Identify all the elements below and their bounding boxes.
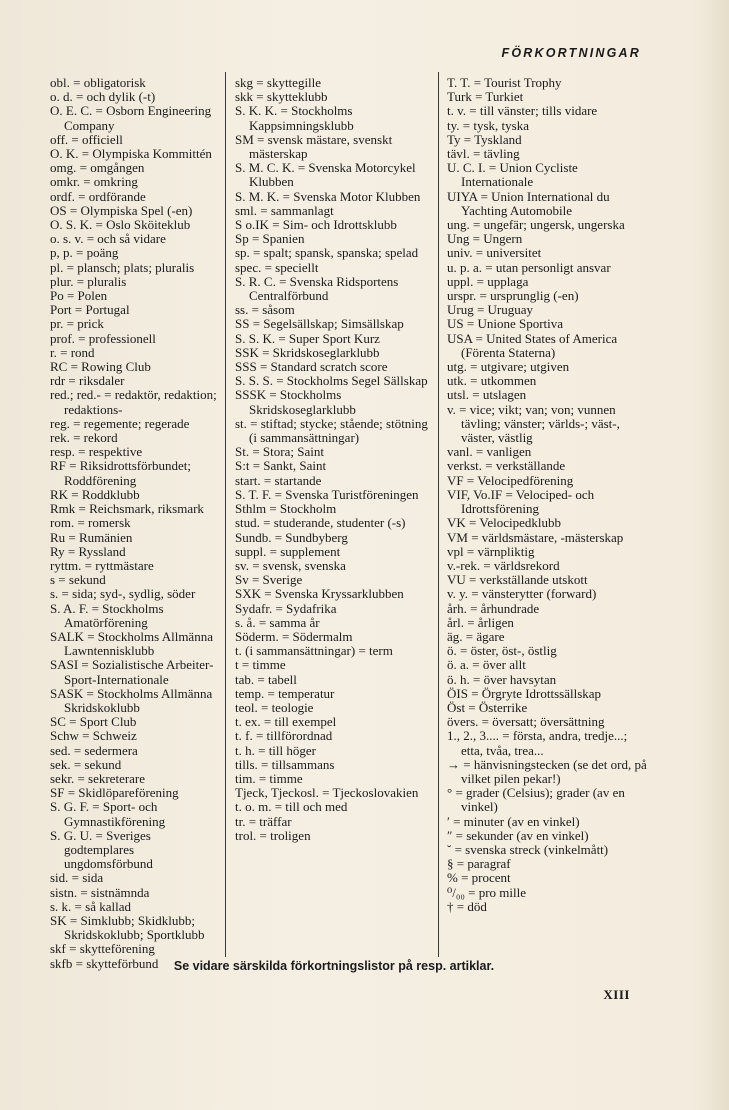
abbreviation-entry: S o.IK = Sim- och Idrottsklubb xyxy=(235,217,397,233)
abbreviation-entry: s. k. = så kallad xyxy=(50,898,131,914)
abbreviation-entry: stud. = studerande, studenter (-s) xyxy=(235,515,406,531)
abbreviation-entry: v. = vice; vikt; van; von; vunnen tävling; vänster; världs-; väst-, väster, västlig xyxy=(447,401,620,446)
abbreviation-entry: off. = officiell xyxy=(50,131,123,147)
page-header: FÖRKORTNINGAR xyxy=(501,46,641,60)
abbreviation-entry: Po = Polen xyxy=(50,288,108,304)
abbreviation-entry: tävl. = tävling xyxy=(447,146,520,162)
abbreviation-entry: S. A. F. = Stockholms Amatörförening xyxy=(50,600,164,630)
abbreviation-entry: Ry = Ryssland xyxy=(50,543,126,559)
abbreviation-entry: sek. = sekund xyxy=(50,756,122,772)
abbreviation-entry: Ru = Rumänien xyxy=(50,529,133,545)
abbreviation-entry: ′ = minuter (av en vinkel) xyxy=(447,813,580,829)
abbreviation-entry: o. s. v. = och så vidare xyxy=(50,231,166,247)
abbreviation-entry: omg. = omgången xyxy=(50,160,145,176)
abbreviation-entry: SM = svensk mästare, svenskt mästerskap xyxy=(235,131,393,162)
abbreviation-entry: start. = startande xyxy=(235,472,322,488)
column-2 xyxy=(235,76,433,843)
abbreviation-entry: US = Unione Sportiva xyxy=(447,316,564,332)
abbreviation-entry: utk. = utkommen xyxy=(447,373,537,389)
abbreviation-entry: Tjeck, Tjeckosl. = Tjeckoslovakien xyxy=(235,785,419,801)
abbreviation-entry: univ. = universitet xyxy=(447,245,542,261)
abbreviation-entry: rom. = romersk xyxy=(50,515,131,531)
abbreviation-entry: pl. = plansch; plats; pluralis xyxy=(50,259,195,275)
abbreviation-entry: utg. = utgivare; utgiven xyxy=(447,359,570,375)
abbreviation-entry: t. ex. = till exempel xyxy=(235,714,337,730)
abbreviation-entry: skg = skyttegille xyxy=(235,75,322,90)
abbreviation-entry: SALK = Stockholms Allmänna Lawntennisklubb xyxy=(50,628,213,659)
abbreviation-entry: → = hänvisningstecken (se det ord, på vilket pilen pekar!) xyxy=(447,756,647,786)
abbreviation-entry: skfb = skytteförbund xyxy=(50,955,159,971)
abbreviation-entry: sed. = sedermera xyxy=(50,742,138,758)
abbreviation-entry: rek. = rekord xyxy=(50,430,118,446)
abbreviation-entry: vanl. = vanligen xyxy=(447,444,532,460)
abbreviation-entry: St. = Stora; Saint xyxy=(235,444,324,460)
abbreviation-entry: SSS = Standard scratch score xyxy=(235,359,388,375)
abbreviation-entry: Öst = Österrike xyxy=(447,699,528,715)
abbreviation-entry: tab. = tabell xyxy=(235,671,297,687)
abbreviation-entry: Sthlm = Stockholm xyxy=(235,501,337,517)
abbreviation-entry: ˘ = svenska streck (vinkelmått) xyxy=(447,841,609,857)
abbreviation-entry: 1., 2., 3.... = första, andra, tredje...; etta, tvåa, trea... xyxy=(447,728,628,758)
abbreviation-entry: skk = skytteklubb xyxy=(235,89,328,105)
abbreviation-entry: övers. = översatt; översättning xyxy=(447,714,605,730)
abbreviation-entry: äg. = ägare xyxy=(447,628,505,644)
abbreviation-entry: SASI = Sozialistische Arbeiter-Sport-Internationale xyxy=(50,657,214,687)
abbreviation-entry: Sp = Spanien xyxy=(235,231,305,247)
abbreviation-entry: temp. = temperatur xyxy=(235,685,335,701)
abbreviation-entry: Turk = Turkiet xyxy=(447,89,524,105)
abbreviation-entry: p, p. = poäng xyxy=(50,245,119,261)
abbreviation-entry: s = sekund xyxy=(50,572,106,588)
abbreviation-entry: Schw = Schweiz xyxy=(50,728,137,744)
abbreviation-entry: S. S. K. = Super Sport Kurz xyxy=(235,330,380,346)
abbreviation-entry: reg. = regemente; regerade xyxy=(50,415,190,431)
abbreviation-entry: urspr. = ursprunglig (-en) xyxy=(447,288,579,304)
abbreviation-entry: t. (i sammansättningar) = term xyxy=(235,643,393,659)
abbreviation-entry: spec. = speciellt xyxy=(235,259,319,275)
abbreviation-entry: skf = skytteförening xyxy=(50,941,155,957)
abbreviation-entry: t = timme xyxy=(235,657,286,673)
abbreviation-entry: S:t = Sankt, Saint xyxy=(235,458,327,474)
abbreviation-entry: S. M. C. K. = Svenska Motorcykel Klubben xyxy=(235,160,416,190)
abbreviation-entry: utsl. = utslagen xyxy=(447,387,527,403)
abbreviation-entry: Sundb. = Sundbyberg xyxy=(235,529,348,545)
abbreviation-entry: sv. = svensk, svenska xyxy=(235,557,346,573)
abbreviation-entry: † = död xyxy=(447,898,487,914)
abbreviation-entry: SK = Simklubb; Skidklubb; Skridskoklubb; Sportklubb xyxy=(50,912,205,943)
abbreviation-entry: rdr = riksdaler xyxy=(50,373,125,389)
abbreviation-entry: uppl. = upplaga xyxy=(447,273,529,289)
abbreviation-entry: O. K. = Olympiska Kommittén xyxy=(50,146,212,162)
abbreviation-entry: § = paragraf xyxy=(447,856,511,872)
abbreviation-entry: O. E. C. = Osborn Engineering Company xyxy=(50,103,212,133)
column-divider xyxy=(225,72,226,957)
abbreviation-entry: SXK = Svenska Kryssarklubben xyxy=(235,586,404,602)
page-number: XIII xyxy=(603,987,630,1002)
abbreviation-entry: t. o. m. = till och med xyxy=(235,799,348,815)
abbreviation-entry: red.; red.- = redaktör, redaktion; redaktions- xyxy=(50,387,217,417)
abbreviation-entry: ö. a. = över allt xyxy=(447,657,526,673)
abbreviation-entry: VU = verkställande utskott xyxy=(447,572,588,588)
abbreviation-entry: VK = Velocipedklubb xyxy=(447,515,561,531)
abbreviation-entry: S. G. F. = Sport- och Gymnastikförening xyxy=(50,799,166,829)
column-3 xyxy=(447,76,647,914)
abbreviation-entry: SSSK = Stockholms Skridskoseglarklubb xyxy=(235,387,356,417)
abbreviation-entry: verkst. = verkställande xyxy=(447,458,566,474)
abbreviation-entry: ÖIS = Örgryte Idrottssällskap xyxy=(447,685,602,701)
abbreviation-entry: t. v. = till vänster; tills vidare xyxy=(447,103,598,119)
abbreviation-entry: prof. = professionell xyxy=(50,330,156,346)
column-1 xyxy=(50,76,218,971)
abbreviation-entry: årh. = århundrade xyxy=(447,600,540,616)
abbreviation-entry: U. C. I. = Union Cycliste Internationale xyxy=(447,160,578,190)
abbreviation-entry: trol. = troligen xyxy=(235,827,311,843)
abbreviation-entry: S. T. F. = Svenska Turistföreningen xyxy=(235,486,419,502)
abbreviation-entry: ty. = tysk, tyska xyxy=(447,117,529,133)
abbreviation-entry: teol. = teologie xyxy=(235,699,314,715)
abbreviation-entry: SS = Segelsällskap; Simsällskap xyxy=(235,316,404,332)
abbreviation-entry: Rmk = Reichsmark, riksmark xyxy=(50,501,204,517)
abbreviation-entry: S. R. C. = Svenska Ridsportens Centralförbund xyxy=(235,273,399,304)
abbreviation-entry: tills. = tillsammans xyxy=(235,756,335,772)
abbreviation-entry: USA = United States of America (Förenta Staterna) xyxy=(447,330,618,360)
column-divider xyxy=(438,72,439,957)
abbreviation-entry: obl. = obligatorisk xyxy=(50,75,146,90)
abbreviation-entry: t. h. = till höger xyxy=(235,742,316,758)
abbreviation-entry: v. y. = vänsterytter (forward) xyxy=(447,586,597,602)
abbreviation-entry: S. M. K. = Svenska Motor Klubben xyxy=(235,188,421,204)
abbreviation-entry: tim. = timme xyxy=(235,770,303,786)
abbreviation-entry: ° = grader (Celsius); grader (av en vinkel) xyxy=(447,785,625,815)
abbreviation-entry: Söderm. = Södermalm xyxy=(235,628,353,644)
abbreviation-entry: S. S. S. = Stockholms Segel Sällskap xyxy=(235,373,428,389)
abbreviation-entry: RF = Riksidrottsförbundet; Roddförening xyxy=(50,458,191,488)
abbreviation-entry: Ung = Ungern xyxy=(447,231,523,247)
abbreviation-entry: Port = Portugal xyxy=(50,302,130,318)
abbreviation-entry: sid. = sida xyxy=(50,870,104,886)
abbreviation-entry: Ty = Tyskland xyxy=(447,131,522,147)
abbreviation-entry: omkr. = omkring xyxy=(50,174,138,190)
abbreviation-entry: sistn. = sistnämnda xyxy=(50,884,150,900)
abbreviation-entry: tr. = träffar xyxy=(235,813,292,829)
abbreviation-entry: årl. = årligen xyxy=(447,614,514,630)
abbreviation-entry: u. p. a. = utan personligt ansvar xyxy=(447,259,611,275)
abbreviation-entry: suppl. = supplement xyxy=(235,543,341,559)
abbreviation-entry: ung. = ungefär; ungersk, ungerska xyxy=(447,217,625,233)
abbreviation-entry: VF = Velocipedförening xyxy=(447,472,574,488)
abbreviation-entry: ryttm. = ryttmästare xyxy=(50,557,154,573)
abbreviation-entry: t. f. = tillförordnad xyxy=(235,728,333,744)
abbreviation-entry: plur. = pluralis xyxy=(50,273,127,289)
abbreviation-entry: pr. = prick xyxy=(50,316,104,332)
abbreviation-entry: Sv = Sverige xyxy=(235,572,303,588)
abbreviation-entry: sml. = sammanlagt xyxy=(235,202,334,218)
abbreviation-entry: UIYA = Union International du Yachting Automobile xyxy=(447,188,610,218)
abbreviation-entry: S. G. U. = Sveriges godtemplares ungdomsförbund xyxy=(50,827,153,872)
abbreviation-entry: ö. h. = över havsytan xyxy=(447,671,557,687)
abbreviation-entry: VM = världsmästare, -mästerskap xyxy=(447,529,624,545)
abbreviation-entry: ″ = sekunder (av en vinkel) xyxy=(447,827,589,843)
abbreviation-entry: S. K. K. = Stockholms Kappsimningsklubb xyxy=(235,103,354,133)
abbreviation-entry: O. S. K. = Oslo Sköiteklub xyxy=(50,217,191,233)
abbreviation-entry: s. = sida; syd-, sydlig, söder xyxy=(50,586,196,602)
abbreviation-entry: resp. = respektive xyxy=(50,444,143,460)
abbreviation-entry: Urug = Uruguay xyxy=(447,302,534,318)
abbreviation-entry: T. T. = Tourist Trophy xyxy=(447,75,562,90)
abbreviation-entry: o. d. = och dylik (-t) xyxy=(50,89,156,105)
abbreviation-entry: VIF, Vo.IF = Velociped- och Idrottsförening xyxy=(447,486,595,517)
abbreviation-entry: ⁰/₀₀ = pro mille xyxy=(447,884,527,900)
abbreviation-entry: RC = Rowing Club xyxy=(50,359,151,375)
abbreviation-entry: ss. = såsom xyxy=(235,302,295,318)
abbreviation-entry: r. = rond xyxy=(50,344,95,360)
abbreviation-entry: v.-rek. = världsrekord xyxy=(447,557,560,573)
abbreviation-entry: SC = Sport Club xyxy=(50,714,137,730)
abbreviation-entry: % = procent xyxy=(447,870,511,886)
footer-note: Se vidare särskilda förkortningslistor på resp. artiklar. xyxy=(173,959,495,973)
abbreviation-entry: Sydafr. = Sydafrika xyxy=(235,600,337,616)
abbreviation-entry: vpl = värnpliktig xyxy=(447,543,535,559)
abbreviation-entry: sp. = spalt; spansk, spanska; spelad xyxy=(235,245,419,261)
abbreviation-entry: sekr. = sekreterare xyxy=(50,770,146,786)
abbreviation-entry: SF = Skidlöpareförening xyxy=(50,785,179,801)
abbreviation-entry: SASK = Stockholms Allmänna Skridskoklubb xyxy=(50,685,213,715)
abbreviation-entry: ö. = öster, öst-, östlig xyxy=(447,643,557,659)
abbreviation-entry: OS = Olympiska Spel (-en) xyxy=(50,202,193,218)
abbreviation-entry: st. = stiftad; stycke; stående; stötning (i sammansättningar) xyxy=(235,415,428,446)
abbreviation-entry: ordf. = ordförande xyxy=(50,188,146,204)
abbreviation-entry: SSK = Skridskoseglarklubb xyxy=(235,344,380,360)
abbreviation-entry: RK = Roddklubb xyxy=(50,486,140,502)
abbreviation-entry: s. å. = samma år xyxy=(235,614,320,630)
